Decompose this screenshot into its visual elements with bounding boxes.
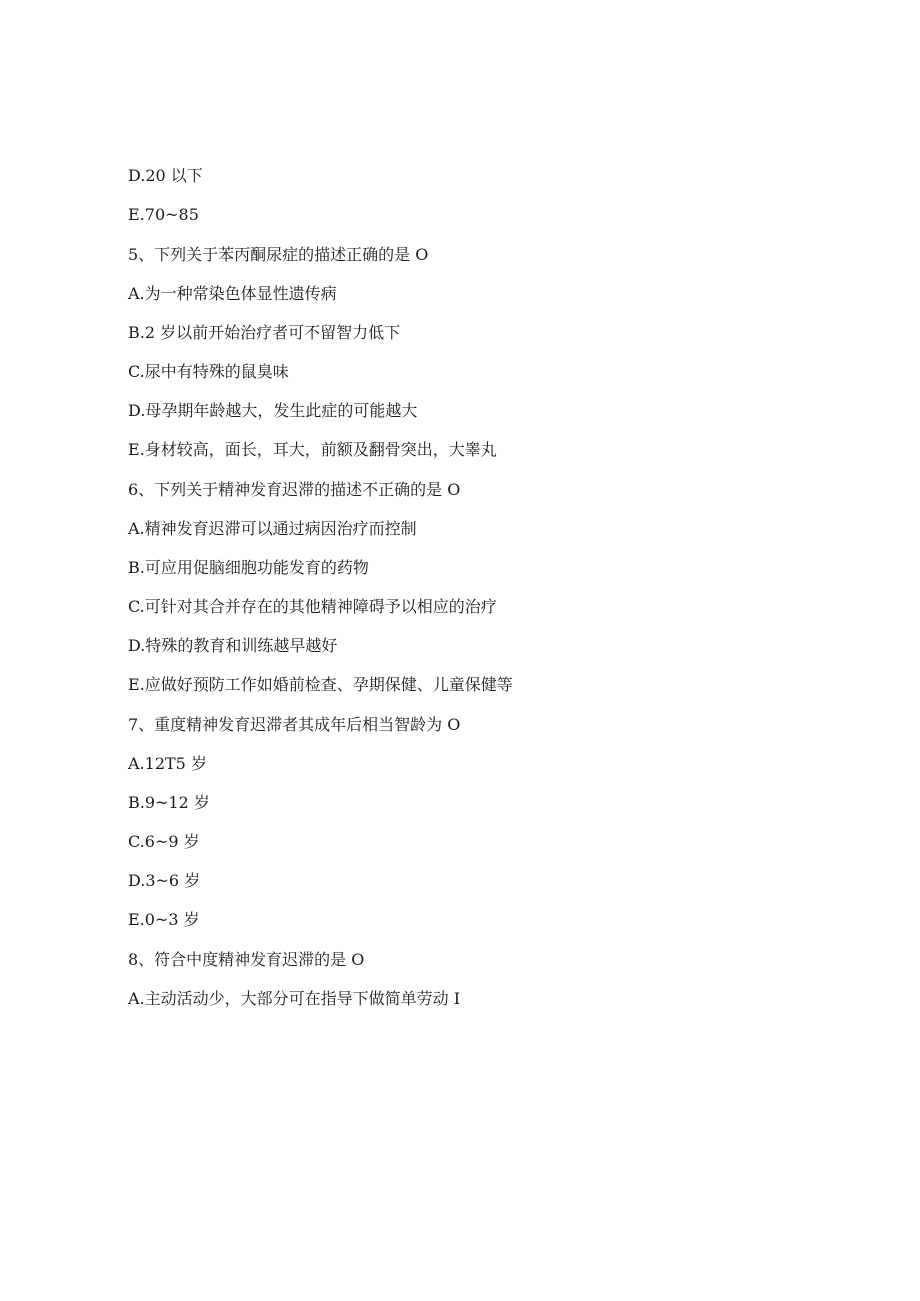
option-line: D.20 以下 bbox=[128, 166, 203, 185]
option-line: C.尿中有特殊的鼠臭味 bbox=[128, 362, 289, 381]
option-line: E.70~85 bbox=[128, 205, 199, 224]
option-line: D.3~6 岁 bbox=[128, 871, 201, 890]
question-line: 6、下列关于精神发育迟滞的描述不正确的是 O bbox=[128, 480, 461, 499]
question-line: 5、下列关于苯丙酮尿症的描述正确的是 O bbox=[128, 245, 429, 264]
option-line: A.12T5 岁 bbox=[128, 754, 207, 773]
option-line: B.9~12 岁 bbox=[128, 793, 210, 812]
option-line: E.应做好预防工作如婚前检查、孕期保健、儿童保健等 bbox=[128, 675, 513, 694]
document-content bbox=[128, 166, 828, 1028]
question-line: 7、重度精神发育迟滞者其成年后相当智龄为 O bbox=[128, 715, 461, 734]
option-line: A.精神发育迟滞可以通过病因治疗而控制 bbox=[128, 519, 417, 538]
option-line: B.可应用促脑细胞功能发育的药物 bbox=[128, 558, 369, 577]
option-line: C.6~9 岁 bbox=[128, 832, 200, 851]
option-line: A.主动活动少，大部分可在指导下做简单劳动 I bbox=[128, 989, 461, 1008]
option-line: E.身材较高，面长，耳大，前额及翻骨突出，大睾丸 bbox=[128, 440, 497, 459]
option-line: E.0~3 岁 bbox=[128, 910, 200, 929]
option-line: A.为一种常染色体显性遗传病 bbox=[128, 284, 337, 303]
option-line: D.特殊的教育和训练越早越好 bbox=[128, 636, 338, 655]
option-line: B.2 岁以前开始治疗者可不留智力低下 bbox=[128, 323, 401, 342]
option-line: C.可针对其合并存在的其他精神障碍予以相应的治疗 bbox=[128, 597, 497, 616]
question-line: 8、符合中度精神发育迟滞的是 O bbox=[128, 950, 365, 969]
option-line: D.母孕期年龄越大，发生此症的可能越大 bbox=[128, 401, 418, 420]
